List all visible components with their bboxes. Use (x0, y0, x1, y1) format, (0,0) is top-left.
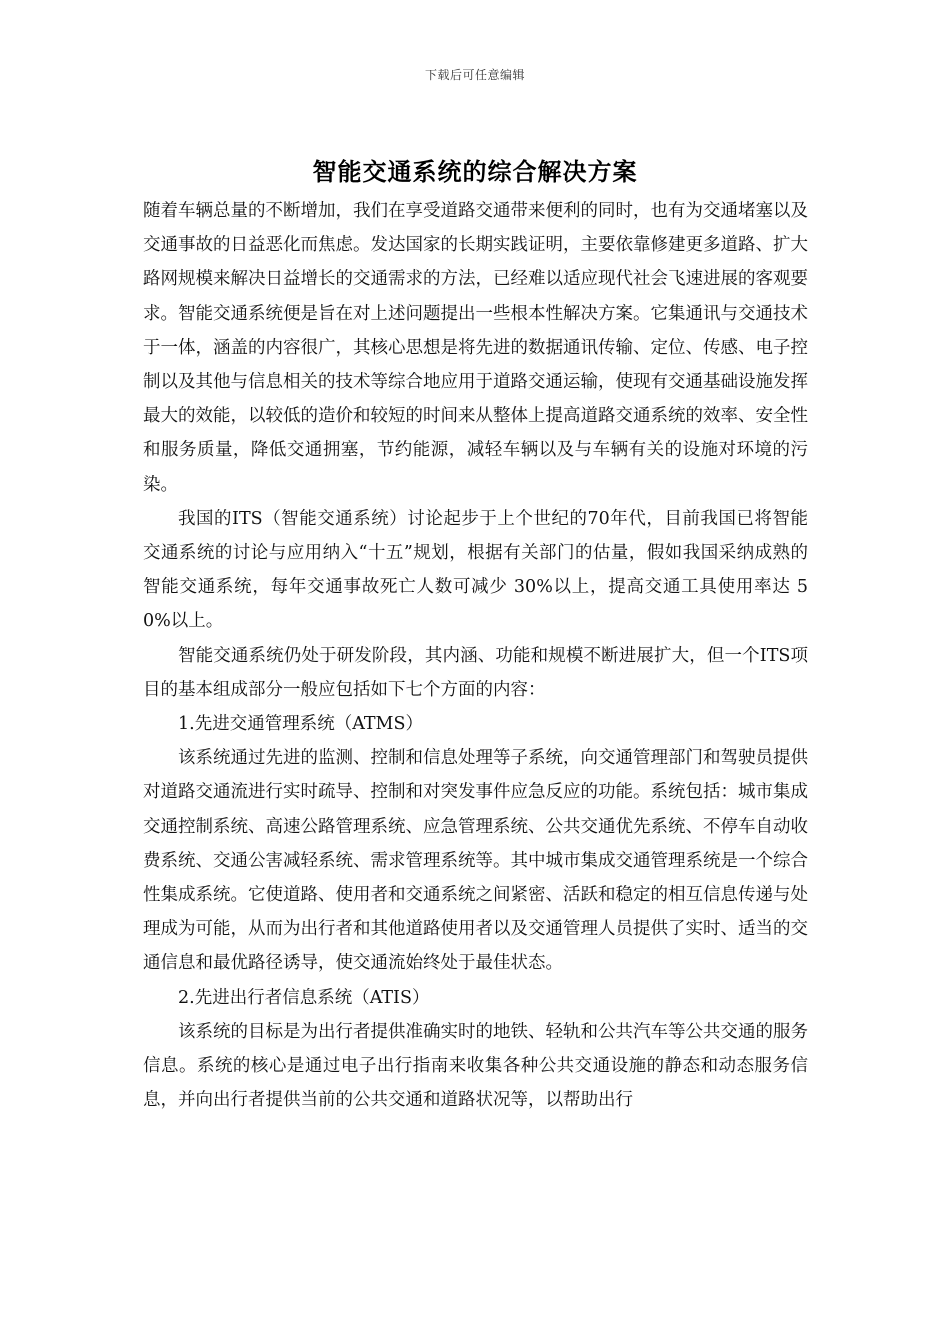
paragraph-atms: 该系统通过先进的监测、控制和信息处理等子系统，向交通管理部门和驾驶员提供对道路交通流进行实时疏导、控制和对突发事件应急反应的功能。系统包括：城市集成交通控制系统、高速公路管理系统、应急管理系统、公共交通优先系统、不停车自动收费系统、交通公害减轻系统、需求管理系统等。其中城市集成交通管理系统是一个综合性集成系统。它使道路、使用者和交通系统之间紧密、活跃和稳定的相互信息传递与处理成为可能，从而为出行者和其他道路使用者以及交通管理人员提供了实时、适当的交通信息和最优路径诱导，使交通流始终处于最佳状态。 (143, 748, 808, 974)
section-heading-atis: 2.先进出行者信息系统（ATIS） (178, 987, 430, 1008)
paragraph-intro: 随着车辆总量的不断增加，我们在享受道路交通带来便利的同时，也有为交通堵塞以及交通事故的日益恶化而焦虑。发达国家的长期实践证明，主要依靠修建更多道路、扩大路网规模来解决日益增长的交通需求的方法，已经难以适应现代社会飞速进展的客观要求。智能交通系统便是旨在对上述问题提出一些根本性解决方案。它集通讯与交通技术于一体，涵盖的内容很广，其核心思想是将先进的数据通讯传输、定位、传感、电子控制以及其他与信息相关的技术等综合地应用于道路交通运输，使现有交通基础设施发挥最大的效能，以较低的造价和较短的时间来从整体上提高道路交通系统的效率、安全性和服务质量，降低交通拥塞，节约能源，减轻车辆以及与车辆有关的设施对环境的污染。 (143, 201, 808, 495)
document-title: 智能交通系统的综合解决方案 (312, 157, 638, 186)
document-body (143, 194, 808, 1117)
paragraph-history: 我国的ITS（智能交通系统）讨论起步于上个世纪的70年代，目前我国已将智能交通系统的讨论与应用纳入“十五”规划，根据有关部门的估量，假如我国采纳成熟的智能交通系统，每年交通事故死亡人数可减少 30%以上，提高交通工具使用率达 50%以上。 (143, 508, 808, 632)
header-note: 下载后可任意编辑 (424, 68, 525, 82)
paragraph-components: 智能交通系统仍处于研发阶段，其内涵、功能和规模不断进展扩大，但一个ITS项目的基本组成部分一般应包括如下七个方面的内容： (143, 645, 808, 700)
paragraph-atis: 该系统的目标是为出行者提供准确实时的地铁、轻轨和公共汽车等公共交通的服务信息。系统的核心是通过电子出行指南来收集各种公共交通设施的静态和动态服务信息，并向出行者提供当前的公共交通和道路状况等，以帮助出行 (143, 1021, 808, 1111)
section-heading-atms: 1.先进交通管理系统（ATMS） (178, 714, 423, 735)
